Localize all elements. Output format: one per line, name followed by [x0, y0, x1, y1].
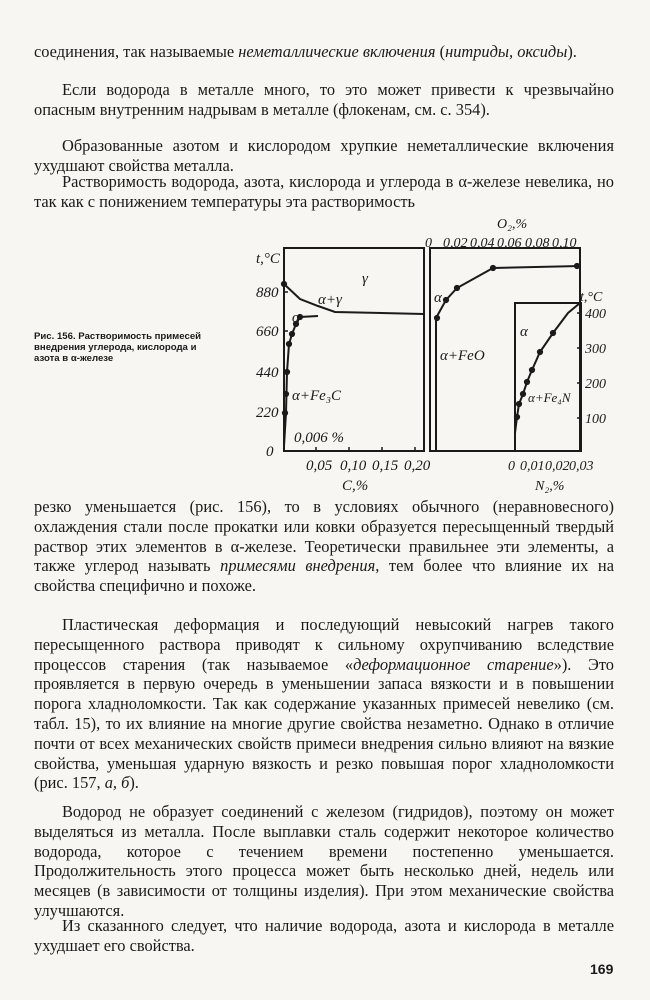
paragraph-6: Пластическая деформация и последующий невысокий нагрев такого пересыщенного раствора приводят к сильному охрупчиванию вследствие процессов старения (так называемое «деформационное старение»). Это проявляется в первую очередь в уменьшении запаса вязкости и в повышении порога хладноломкости. Так как содержание указанных примесей невелико (см. табл. 15), то их влияние на многие другие свойства незаметно. Однако в отличие почти от всех механических свойств примеси внедрения сильно влияют на вязкие свойства, уменьшая ударную вязкость и резко повышая порог хладноломкости (рис. 157, а, б). [34, 615, 614, 793]
y-tick-label: 0 [266, 444, 274, 460]
paragraph-1: соединения, так называемые неметаллические включения (нитриды, оксиды). [34, 42, 577, 61]
region-label-alpha-fe4n: α+Fe₄N [528, 390, 571, 405]
y-tick-label: 400 [585, 307, 606, 322]
region-label-alpha: α [520, 324, 528, 340]
panel-carbon-labels [256, 251, 431, 494]
x-tick-label: 0,10 [552, 236, 577, 251]
annotation-0006: 0,006 % [294, 430, 344, 446]
x-axis-label: N₂,% [535, 479, 565, 494]
x-tick-label: 0,02 [545, 459, 570, 474]
x-tick-label: 0,20 [404, 458, 431, 474]
data-point [281, 281, 286, 286]
data-point [282, 410, 287, 415]
y-tick-label: 200 [585, 377, 606, 392]
panel-carbon-frame [284, 248, 424, 451]
x-tick-label: 0,02 [443, 236, 468, 251]
panel-carbon [281, 248, 424, 451]
region-label-gamma: γ [362, 271, 368, 287]
y-tick-label: 100 [585, 412, 606, 427]
x-tick-label: 0 [508, 459, 515, 474]
x-axis-label: C,% [342, 478, 369, 494]
paragraph-3: Образованные азотом и кислородом хрупкие неметаллические включения ухудшают свойства металла. [34, 136, 614, 175]
data-point [289, 331, 294, 336]
x-tick-label: 0,03 [569, 459, 594, 474]
paragraph-7: Водород не образует соединений с железом (гидридов), поэтому он может выделяться из металла. После выплавки сталь содержит некоторое количество водорода, которое с течением времени постепенно уменьшается. Продолжительность этого процесса может быть несколько дней, недель или месяцев (в зависимости от толщины изделия). При этом механические свойства улучшаются. [34, 802, 614, 920]
region-label-alpha-gamma: α+γ [318, 292, 342, 308]
paragraph-2: Если водорода в металле много, то это может привести к чрезвычайно опасным внутренним надрывам в металле (флокенам, см. с. 354). [34, 80, 614, 119]
paragraph-5: резко уменьшается (рис. 156), то в условиях обычного (неравновесного) охлаждения стали после прокатки или ковки образуется пересыщенный твердый раствор этих элементов в α-железе. Теоретически правильнее эти элементы, а также углерод называть примесями внедрения, тем более что влияние их на свойства специфично и похоже. [34, 497, 614, 596]
region-label-alpha-feo: α+FeO [440, 348, 485, 364]
x-tick-label: 0,05 [306, 458, 333, 474]
paragraph-4: Растворимость водорода, азота, кислорода и углерода в α-железе невелика, но так как с понижением температуры эта растворимость [34, 172, 614, 211]
y-tick-label: 660 [256, 324, 279, 340]
y-tick-label: 300 [585, 342, 606, 357]
a3-line [284, 284, 424, 314]
x-tick-label: 0,06 [497, 236, 522, 251]
x-tick-label: 0,15 [372, 458, 399, 474]
x-tick-label: 0 [425, 236, 432, 251]
y-tick-label: 440 [256, 365, 279, 381]
nitrogen-solubility-line [515, 303, 580, 433]
alpha-solvus-line [284, 316, 318, 446]
y-tick-label: 880 [256, 285, 279, 301]
x-tick-label: 0,08 [525, 236, 550, 251]
x-tick-label: 0,01 [520, 459, 545, 474]
region-label-alpha-fe3c: α+Fe₃C [292, 388, 342, 404]
x-tick-label: 0,10 [340, 458, 367, 474]
y-axis-label: t,°C [256, 251, 280, 267]
data-point [284, 369, 289, 374]
region-label-alpha: α [292, 310, 300, 326]
panel-oxygen-labels [425, 217, 577, 364]
paragraph-8: Из сказанного следует, что наличие водорода, азота и кислорода в металле ухудшает его свойства. [34, 916, 614, 955]
y-axis-label: t,°C [580, 290, 603, 305]
figure-caption: Рис. 156. Растворимость примесей внедрения углерода, кислорода и азота в α-железе [34, 331, 202, 364]
x-tick-label: 0,04 [470, 236, 495, 251]
data-point [286, 341, 291, 346]
x-axis-label: O₂,% [497, 217, 528, 232]
y-tick-label: 220 [256, 405, 279, 421]
data-point [283, 391, 288, 396]
region-label-alpha: α [434, 290, 442, 306]
page-number: 169 [590, 961, 614, 977]
